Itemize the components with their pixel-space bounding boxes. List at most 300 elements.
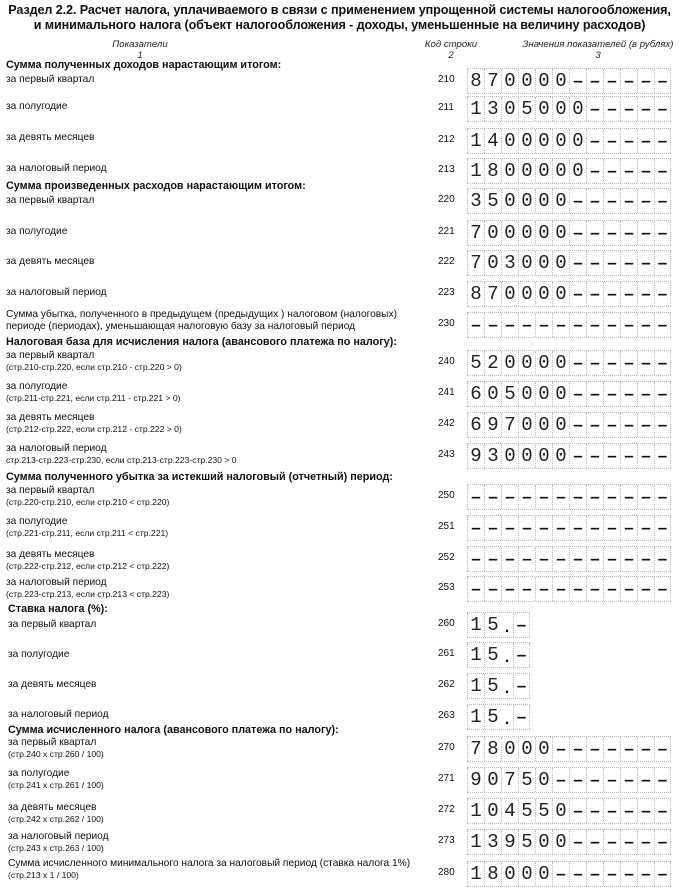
value-cell: – <box>569 221 586 245</box>
value-cell: 0 <box>518 382 535 406</box>
row-label-220 <box>6 195 94 207</box>
value-field-260[interactable] <box>467 612 530 638</box>
row-code: 260 <box>438 618 455 629</box>
value-cell: 0 <box>552 129 569 153</box>
value-cell: – <box>586 862 603 886</box>
value-cell: 6 <box>467 413 484 437</box>
value-cell: – <box>620 547 637 571</box>
value-cell: – <box>535 547 552 571</box>
rate-int-cell: 1 <box>467 674 484 698</box>
value-cell: – <box>467 547 484 571</box>
value-cell: 5 <box>518 799 535 823</box>
value-cell: 0 <box>501 97 518 121</box>
value-cell: – <box>620 97 637 121</box>
value-field-221[interactable] <box>467 220 671 246</box>
value-cell: – <box>603 351 620 375</box>
value-cell: 0 <box>552 830 569 854</box>
value-cell: – <box>620 485 637 509</box>
value-cell: – <box>603 516 620 540</box>
value-cell: – <box>586 313 603 337</box>
column-header-code <box>416 39 486 61</box>
value-cell: – <box>569 768 586 792</box>
row-label-text: за девять месяцев <box>8 802 97 813</box>
value-cell: 6 <box>467 382 484 406</box>
section-tax-base-heading: Налоговая база для исчисления налога (авансового платежа по налогу): <box>6 336 397 348</box>
column-header-indicators <box>60 39 220 61</box>
value-cell: – <box>654 221 671 245</box>
value-field-220[interactable] <box>467 188 671 214</box>
value-field-210[interactable] <box>467 68 671 94</box>
value-cell: 0 <box>501 221 518 245</box>
value-cell: – <box>620 189 637 213</box>
value-cell: – <box>620 351 637 375</box>
value-cell: – <box>552 516 569 540</box>
row-code: 221 <box>438 226 455 237</box>
value-cell: 0 <box>552 282 569 306</box>
row-label-272 <box>8 802 104 825</box>
value-cell: – <box>552 577 569 601</box>
value-cell: 0 <box>501 189 518 213</box>
value-cell: 0 <box>518 444 535 468</box>
value-field-213[interactable] <box>467 158 671 184</box>
value-cell: – <box>569 69 586 93</box>
value-cell: – <box>586 485 603 509</box>
value-cell: 7 <box>484 69 501 93</box>
value-cell: – <box>569 862 586 886</box>
value-field-271[interactable] <box>467 767 671 793</box>
value-cell: – <box>620 129 637 153</box>
value-cell: – <box>586 737 603 761</box>
row-label-formula: (стр.240 x стр.260 / 100) <box>8 749 104 759</box>
row-label-formula: (стр.212-стр.222, если стр.212 - стр.222 > 0) <box>6 424 182 434</box>
value-cell: 0 <box>569 97 586 121</box>
value-field-272[interactable] <box>467 798 671 824</box>
row-label-text: за налоговый период <box>8 831 109 842</box>
value-cell: – <box>569 351 586 375</box>
value-field-253[interactable] <box>467 576 671 602</box>
row-label-formula: (стр.223-стр.213, если стр.213 < стр.223) <box>6 589 170 599</box>
value-cell: – <box>552 737 569 761</box>
value-cell: 2 <box>484 351 501 375</box>
row-label-223 <box>6 287 107 299</box>
value-cell: – <box>569 444 586 468</box>
value-cell: 1 <box>467 830 484 854</box>
value-cell: – <box>603 737 620 761</box>
row-label-formula: (стр.213 x 1 / 100) <box>8 870 79 880</box>
value-cell: 0 <box>501 737 518 761</box>
rate-int-cell: 1 <box>467 613 484 637</box>
column-header-indicators-label: Показатели <box>112 39 168 50</box>
value-cell: – <box>569 251 586 275</box>
value-cell: – <box>620 282 637 306</box>
row-label-text: за первый квартал <box>6 74 95 85</box>
value-cell: 0 <box>535 382 552 406</box>
row-label-230 <box>6 309 397 332</box>
value-cell: 1 <box>467 129 484 153</box>
value-cell: – <box>603 251 620 275</box>
value-cell: 1 <box>467 799 484 823</box>
value-cell: – <box>603 768 620 792</box>
row-label-text: за девять месяцев <box>8 679 97 690</box>
row-label-formula: (стр.211-стр.221, если стр.211 - стр.221 > 0) <box>6 393 181 403</box>
value-cell: – <box>586 221 603 245</box>
section-expenses-heading: Сумма произведенных расходов нарастающим итогом: <box>6 180 306 192</box>
value-field-242[interactable] <box>467 412 671 438</box>
row-code: 252 <box>438 552 455 563</box>
row-label-text: за полугодие <box>6 381 68 392</box>
row-label-text: за девять месяцев <box>6 256 95 267</box>
value-cell: – <box>603 413 620 437</box>
value-cell: 7 <box>467 221 484 245</box>
value-cell: 5 <box>518 830 535 854</box>
value-cell: 0 <box>552 251 569 275</box>
value-cell: 0 <box>552 382 569 406</box>
row-label-formula: (стр.242 x стр.262 / 100) <box>8 814 104 824</box>
value-cell: – <box>637 547 654 571</box>
row-code: 280 <box>438 867 455 878</box>
value-cell: – <box>586 516 603 540</box>
value-cell: 0 <box>552 444 569 468</box>
value-cell: 0 <box>552 413 569 437</box>
value-cell: 0 <box>518 69 535 93</box>
value-cell: – <box>637 129 654 153</box>
row-label-text: за девять месяцев <box>6 412 95 423</box>
value-cell: 0 <box>552 351 569 375</box>
value-cell: – <box>569 577 586 601</box>
row-label-formula: (стр.221-стр.211, если стр.211 < стр.221) <box>6 528 169 538</box>
row-label-formula: периоде (периодах), уменьшающая налоговую базу за налоговый период <box>6 321 356 332</box>
row-code: 213 <box>438 164 455 175</box>
row-code: 223 <box>438 287 455 298</box>
value-cell: – <box>637 351 654 375</box>
row-label-text: за первый квартал <box>6 195 95 206</box>
value-cell: – <box>654 737 671 761</box>
value-field-223[interactable] <box>467 281 671 307</box>
value-field-230[interactable] <box>467 312 671 338</box>
value-field-212[interactable] <box>467 128 671 154</box>
value-cell: – <box>620 516 637 540</box>
value-cell: – <box>586 351 603 375</box>
value-cell: – <box>654 129 671 153</box>
value-cell: – <box>569 189 586 213</box>
row-code: 222 <box>438 256 455 267</box>
value-field-252[interactable] <box>467 546 671 572</box>
value-cell: 0 <box>501 351 518 375</box>
value-cell: – <box>603 547 620 571</box>
value-cell: – <box>518 485 535 509</box>
value-cell: – <box>467 577 484 601</box>
row-label-text: за полугодие <box>6 101 68 112</box>
value-cell: 1 <box>467 97 484 121</box>
row-label-211 <box>6 101 67 113</box>
value-cell: 5 <box>501 382 518 406</box>
value-cell: 9 <box>484 413 501 437</box>
value-cell: – <box>603 159 620 183</box>
value-cell: 0 <box>552 97 569 121</box>
value-cell: 5 <box>484 189 501 213</box>
row-label-242 <box>6 412 182 435</box>
value-field-222[interactable] <box>467 250 671 276</box>
value-cell: – <box>518 577 535 601</box>
value-cell: 4 <box>484 129 501 153</box>
value-cell: 0 <box>518 737 535 761</box>
row-label-text: за полугодие <box>6 226 68 237</box>
value-field-270[interactable] <box>467 736 671 762</box>
value-cell: 0 <box>518 351 535 375</box>
row-code: 262 <box>438 679 455 690</box>
value-cell: 0 <box>501 444 518 468</box>
value-cell: 0 <box>535 737 552 761</box>
value-cell: 0 <box>501 129 518 153</box>
value-cell: – <box>603 444 620 468</box>
row-code: 261 <box>438 648 455 659</box>
value-cell: – <box>518 313 535 337</box>
value-cell: – <box>535 313 552 337</box>
value-cell: – <box>637 862 654 886</box>
value-field-280[interactable] <box>467 861 671 887</box>
value-cell: – <box>603 485 620 509</box>
value-cell: – <box>637 516 654 540</box>
row-code: 273 <box>438 835 455 846</box>
rate-int-cell: 1 <box>467 643 484 667</box>
row-label-text: за девять месяцев <box>6 549 95 560</box>
value-cell: – <box>586 69 603 93</box>
value-cell: 1 <box>467 159 484 183</box>
row-label-text: за первый квартал <box>8 619 97 630</box>
value-cell: – <box>535 516 552 540</box>
value-cell: – <box>569 313 586 337</box>
value-cell: – <box>484 547 501 571</box>
value-cell: – <box>637 413 654 437</box>
value-cell: – <box>569 516 586 540</box>
row-label-262 <box>8 679 96 691</box>
value-cell: – <box>586 282 603 306</box>
value-cell: 0 <box>552 159 569 183</box>
value-cell: – <box>620 69 637 93</box>
value-cell: – <box>654 251 671 275</box>
row-label-271 <box>8 768 104 791</box>
rate-decimal-separator: . <box>504 680 510 697</box>
value-cell: – <box>518 516 535 540</box>
row-label-formula: (стр.241 x стр.261 / 100) <box>8 780 104 790</box>
value-cell: – <box>637 382 654 406</box>
value-field-240[interactable] <box>467 350 671 376</box>
value-cell: – <box>654 413 671 437</box>
value-cell: 0 <box>501 159 518 183</box>
value-cell: – <box>586 413 603 437</box>
value-cell: – <box>603 129 620 153</box>
value-cell: 0 <box>484 382 501 406</box>
value-cell: – <box>603 282 620 306</box>
row-label-251 <box>6 516 168 539</box>
value-cell: – <box>637 313 654 337</box>
value-cell: 0 <box>484 799 501 823</box>
value-cell: 0 <box>552 69 569 93</box>
value-cell: – <box>484 313 501 337</box>
value-cell: – <box>586 159 603 183</box>
value-cell: – <box>586 189 603 213</box>
row-label-250 <box>6 485 169 508</box>
value-cell: 5 <box>467 351 484 375</box>
value-cell: 9 <box>467 444 484 468</box>
value-cell: – <box>637 251 654 275</box>
value-cell: – <box>484 577 501 601</box>
rate-frac-cell: – <box>513 705 530 729</box>
value-cell: – <box>603 830 620 854</box>
row-label-253 <box>6 577 169 600</box>
value-cell: – <box>586 129 603 153</box>
row-label-243 <box>6 443 237 466</box>
value-cell: – <box>620 313 637 337</box>
value-cell: – <box>654 444 671 468</box>
value-cell: – <box>552 485 569 509</box>
value-cell: 0 <box>535 862 552 886</box>
value-cell: 3 <box>484 97 501 121</box>
row-label-261 <box>8 649 69 661</box>
value-cell: 0 <box>569 159 586 183</box>
value-cell: 8 <box>484 159 501 183</box>
value-cell: 0 <box>552 221 569 245</box>
value-cell: – <box>586 547 603 571</box>
row-label-221 <box>6 226 67 238</box>
value-cell: – <box>654 799 671 823</box>
value-cell: – <box>467 516 484 540</box>
value-cell: – <box>586 251 603 275</box>
rate-decimal-separator: . <box>504 711 510 728</box>
row-label-text: за налоговый период <box>6 287 107 298</box>
section-title-line2: и минимального налога (объект налогообложения - доходы, уменьшенные на величину расходов) <box>33 18 646 32</box>
value-field-262[interactable] <box>467 673 530 699</box>
value-cell: 8 <box>484 737 501 761</box>
value-cell: 0 <box>501 282 518 306</box>
value-cell: 0 <box>484 221 501 245</box>
value-cell: 0 <box>518 251 535 275</box>
row-label-text: за девять месяцев <box>6 132 95 143</box>
value-cell: – <box>552 547 569 571</box>
column-header-code-num: 2 <box>448 50 454 61</box>
value-cell: – <box>620 251 637 275</box>
value-cell: – <box>637 830 654 854</box>
value-cell: 0 <box>518 129 535 153</box>
value-cell: 0 <box>535 830 552 854</box>
row-label-formula: (стр.210-стр.220, если стр.210 - стр.220 > 0) <box>6 362 182 372</box>
value-cell: 0 <box>535 251 552 275</box>
value-cell: – <box>586 444 603 468</box>
value-cell: 9 <box>467 768 484 792</box>
value-field-243[interactable] <box>467 443 671 469</box>
value-cell: 0 <box>535 768 552 792</box>
value-cell: – <box>586 768 603 792</box>
section-income-heading: Сумма полученных доходов нарастающим итогом: <box>6 59 282 71</box>
value-field-263[interactable] <box>467 704 530 730</box>
value-cell: – <box>603 189 620 213</box>
row-label-text: Сумма убытка, полученного в предыдущем (предыдущих ) налоговом (налоговых) <box>6 309 397 320</box>
value-cell: 0 <box>484 251 501 275</box>
row-code: 212 <box>438 134 455 145</box>
value-cell: – <box>620 799 637 823</box>
row-label-formula: (стр.243 x стр.263 / 100) <box>8 843 104 853</box>
value-cell: 0 <box>535 282 552 306</box>
row-label-263 <box>8 709 109 721</box>
value-cell: 0 <box>569 129 586 153</box>
value-cell: 7 <box>501 768 518 792</box>
value-cell: – <box>569 547 586 571</box>
value-cell: – <box>620 413 637 437</box>
row-label-270 <box>8 737 104 760</box>
value-cell: – <box>654 485 671 509</box>
row-label-text: за первый квартал <box>6 350 95 361</box>
value-field-261[interactable] <box>467 642 530 668</box>
value-cell: 8 <box>484 862 501 886</box>
row-code: 242 <box>438 418 455 429</box>
value-cell: – <box>501 485 518 509</box>
row-code: 240 <box>438 356 455 367</box>
value-cell: – <box>586 97 603 121</box>
value-cell: 0 <box>535 221 552 245</box>
value-cell: 0 <box>518 413 535 437</box>
value-cell: 0 <box>535 97 552 121</box>
value-field-250[interactable] <box>467 484 671 510</box>
row-label-text: за полугодие <box>8 768 70 779</box>
value-cell: – <box>603 799 620 823</box>
value-cell: – <box>654 382 671 406</box>
row-label-212 <box>6 132 94 144</box>
row-label-280 <box>8 858 410 881</box>
value-cell: – <box>569 382 586 406</box>
value-cell: 8 <box>467 282 484 306</box>
value-cell: – <box>603 97 620 121</box>
value-cell: – <box>637 221 654 245</box>
value-cell: – <box>603 313 620 337</box>
row-label-text: Сумма исчисленного минимального налога за налоговый период (ставка налога 1%) <box>8 858 411 869</box>
value-field-251[interactable] <box>467 515 671 541</box>
value-cell: 5 <box>518 768 535 792</box>
value-field-211[interactable] <box>467 96 671 122</box>
value-cell: 0 <box>518 189 535 213</box>
rate-int-cell: 5 <box>484 643 501 667</box>
value-cell: 7 <box>467 251 484 275</box>
value-cell: 7 <box>467 737 484 761</box>
row-code: 263 <box>438 710 455 721</box>
section-rate-heading: Ставка налога (%): <box>8 603 108 615</box>
value-cell: – <box>535 485 552 509</box>
column-header-code-label: Код строки <box>424 39 478 50</box>
rate-int-cell: 1 <box>467 705 484 729</box>
row-code: 220 <box>438 194 455 205</box>
value-cell: – <box>603 862 620 886</box>
value-cell: 4 <box>501 799 518 823</box>
value-cell: – <box>535 577 552 601</box>
value-cell: – <box>569 737 586 761</box>
value-cell: – <box>603 69 620 93</box>
value-cell: – <box>620 221 637 245</box>
value-field-273[interactable] <box>467 829 671 855</box>
value-cell: 0 <box>518 221 535 245</box>
rate-int-cell: 5 <box>484 613 501 637</box>
row-label-273 <box>8 831 109 854</box>
column-header-values-label: Значения показателей (в рублях) <box>522 39 674 50</box>
value-cell: – <box>654 189 671 213</box>
row-code: 270 <box>438 742 455 753</box>
value-cell: 0 <box>518 282 535 306</box>
value-cell: – <box>654 159 671 183</box>
row-label-text: за полугодие <box>8 649 70 660</box>
value-cell: 3 <box>484 830 501 854</box>
row-code: 250 <box>438 490 455 501</box>
column-header-values <box>508 39 679 61</box>
value-field-241[interactable] <box>467 381 671 407</box>
rate-frac-cell: – <box>513 613 530 637</box>
